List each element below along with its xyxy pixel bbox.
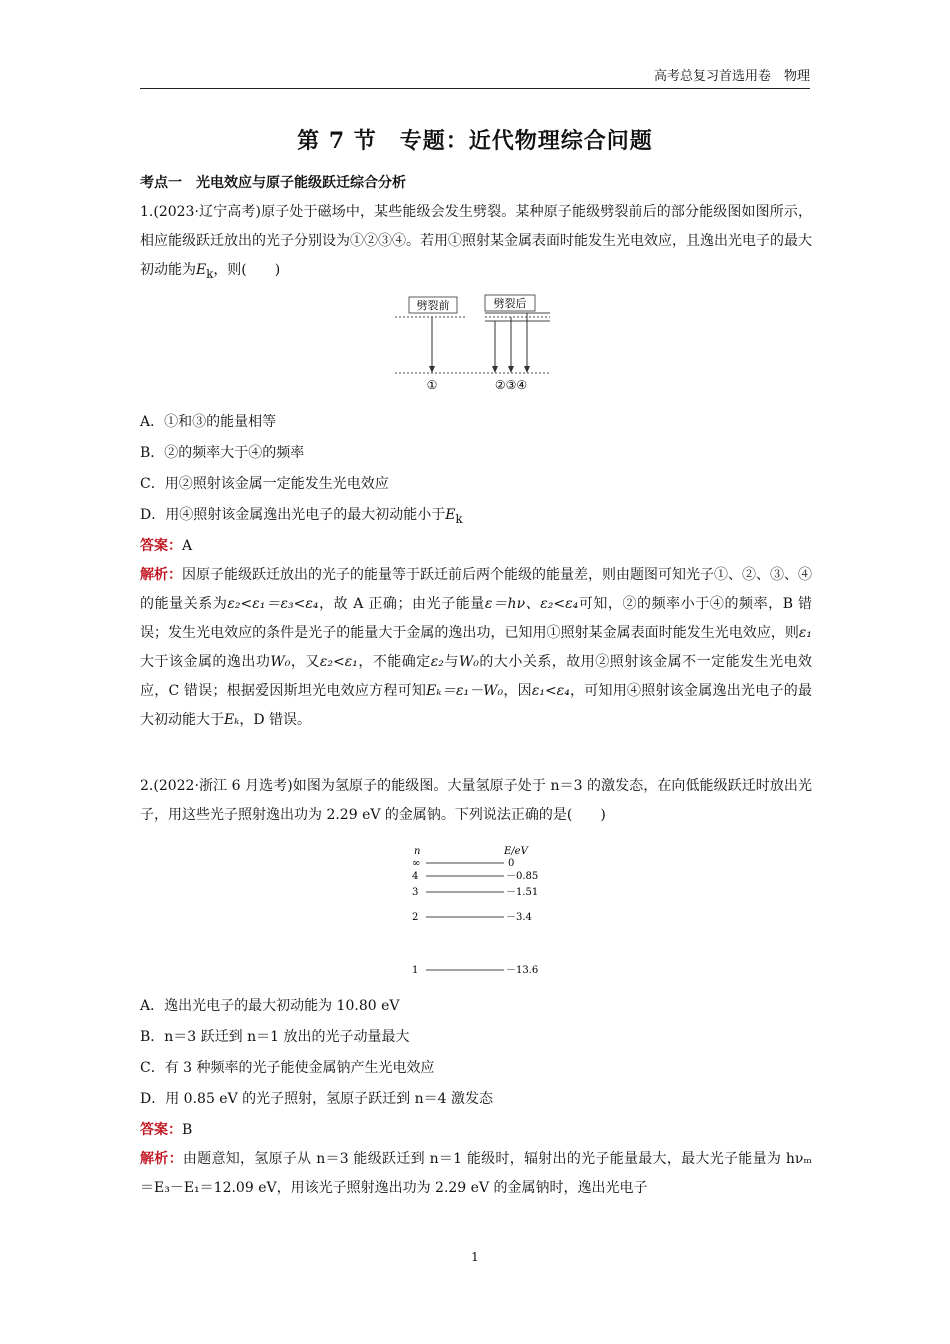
q1-e2e1: ε₂<ε₁ (319, 654, 358, 670)
level-2-e: －3.4 (506, 912, 532, 923)
q1-analysis-3: 可知，② (578, 596, 638, 612)
arrow-4-head (524, 366, 530, 373)
n-axis-label: n (414, 846, 421, 857)
q2-option-c: C．有 3 种频率的光子能使金属钠产生光电效应 (140, 1060, 435, 1076)
q2-answer (140, 1120, 192, 1140)
page-number: 1 (471, 1250, 479, 1264)
page-title: 第 7 节 专题：近代物理综合问题 (297, 128, 653, 154)
level-2-n: 2 (412, 912, 419, 923)
q1-analysis-14: ，D 错误。 (239, 712, 312, 728)
level-4 (412, 871, 538, 882)
q1-eq: Eₖ＝ε₁－W₀ (426, 683, 504, 699)
q1-analysis-9: 与 (443, 654, 459, 670)
level-2 (412, 912, 532, 923)
q1-analysis-label: 解析： (140, 567, 182, 583)
q2-answer-label: 答案： (140, 1122, 182, 1138)
q1-answer (140, 536, 192, 556)
q2-stem: 2.(2022·浙江 6 月选考)如图为氢原子的能级图。大量氢原子处于 n＝3 的激发态，在向低能级跃迁时放出光子，用这些光子照射逸出功为 2.29 eV 的金属钠。下列说法正确的是( ) (140, 778, 812, 823)
level-inf (412, 858, 514, 869)
q1-option-d-text: D．用④照射该金属逸出光电子的最大初动能小于 (140, 507, 446, 523)
q1-rel: ε₂<ε₁＝ε₃<ε₄ (227, 596, 319, 612)
before-label: 劈裂前 (416, 299, 450, 312)
level-1-n: 1 (412, 965, 419, 976)
q1-e1e4: ε₁<ε₄ (531, 683, 570, 699)
arrow-3-head (508, 366, 514, 373)
section-heading: 考点一 光电效应与原子能级跃迁综合分析 (140, 175, 406, 191)
q1-eps-h: ε＝hν、ε₂<ε₄ (484, 596, 579, 612)
q1-analysis-2: ，故 A 正确；由光子能量 (318, 596, 485, 612)
q1-analysis-0: 因原子能级跃迁放出的光子的能量等于跃迁前后两个能级的能量差，则由题图可知光 (182, 567, 700, 583)
q1-analysis-1: 子①、②、③、④的能量关系为 (140, 567, 812, 612)
arrow-label-1: ① (426, 378, 438, 392)
q1-ek-sub: k (206, 266, 214, 281)
q1-analysis-4: 的频率小于④的频率，B 错误；发生光电效应的条件是光子的能量大于金属的逸出功，已知 (140, 596, 813, 641)
q1-answer-value: A (182, 538, 193, 554)
q1-w0-b: W₀ (458, 654, 479, 670)
q1-analysis (140, 561, 812, 735)
after-label: 劈裂后 (493, 297, 527, 310)
q2-analysis-0: 由题意知，氢原子从 n＝3 能级跃迁到 n＝1 能级时，辐射出的光子能量最大，最大光 (182, 1151, 724, 1167)
arrow-labels-234: ②③④ (494, 378, 528, 392)
q1-analysis-11: 电效应方程可知 (326, 683, 427, 699)
q1-option-c: C．用②照射该金属一定能发生光电效应 (140, 476, 389, 492)
level-3-n: 3 (412, 887, 419, 898)
level-4-e: －0.85 (506, 871, 539, 882)
level-1-e: －13.6 (506, 965, 539, 976)
q1-analysis-12: ，因 (503, 683, 532, 699)
q1-level-diagram (395, 293, 555, 393)
q1-stem-a: 1.(2023·辽宁高考)原子处于磁场中，某些能级会发生劈裂。某种原子能级劈裂前后的部分能级图如图所示，相应能级跃迁放出的光子分别设为①②③④。若用①照射某金属表面时能发生光电效应，且逸出光电子的最大初动能为 (140, 204, 812, 278)
arrow-1-head (429, 366, 435, 373)
q1-option-d-ek: E (445, 507, 456, 523)
e-axis-label: E/eV (504, 846, 528, 857)
q2-option-a: A．逸出光电子的最大初动能为 10.80 eV (140, 998, 400, 1014)
level-inf-n: ∞ (412, 858, 421, 869)
q1-answer-label: 答案： (140, 538, 182, 554)
q1-stem-b: ，则( ) (213, 262, 281, 278)
q1-option-d (140, 505, 463, 529)
level-3-e: －1.51 (506, 887, 539, 898)
q1-analysis-5: 用①照射某金属表面时能发生光电效应，则 (532, 625, 799, 641)
q1-option-b: B．②的频率大于④的频率 (140, 445, 305, 461)
q2-energy-level-diagram (408, 842, 548, 980)
q1-analysis-13: ，可知用④照射该金属逸出光电子的最大初动能大于 (140, 683, 813, 728)
level-3 (412, 887, 538, 898)
header-text: 高考总复习首选用卷 物理 (653, 69, 810, 84)
q2-option-b: B．n＝3 跃迁到 n＝1 放出的光子动量最大 (140, 1029, 410, 1045)
q1-option-d-sub: k (455, 511, 463, 526)
q1-analysis-10: 的大小关系，故用②照射该金属不一定能发生光电效应，C 错误；根据爱因斯坦光 (140, 654, 813, 699)
q1-stem (140, 198, 812, 289)
arrow-2-head (492, 366, 498, 373)
q2-answer-value: B (182, 1122, 193, 1138)
q1-eps2: ε₂ (430, 654, 444, 670)
q1-w0: W₀ (270, 654, 291, 670)
q1-eps1: ε₁ (798, 625, 813, 641)
level-inf-e: 0 (508, 858, 515, 869)
q1-analysis-7: ，又 (290, 654, 320, 670)
page-header (140, 68, 810, 89)
q1-option-a: A．①和③的能量相等 (140, 414, 277, 430)
level-1 (412, 965, 538, 976)
q1-analysis-6: 大于该金属的逸出功 (140, 654, 271, 670)
q2-analysis (140, 1145, 812, 1203)
q2-analysis-1: 子能量为 hνₘ＝E₃－E₁＝12.09 eV，用该光子照射逸出功为 2.29 eV 的金属钠时，逸出光电子 (140, 1151, 812, 1196)
level-4-n: 4 (412, 871, 419, 882)
q1-ek-symbol: E (196, 262, 207, 278)
q1-ek2: Eₖ (224, 712, 240, 728)
q1-analysis-8: ，不能确定 (357, 654, 431, 670)
q2-analysis-label: 解析： (140, 1151, 183, 1167)
q2-option-d: D．用 0.85 eV 的光子照射，氢原子跃迁到 n＝4 激发态 (140, 1091, 493, 1107)
